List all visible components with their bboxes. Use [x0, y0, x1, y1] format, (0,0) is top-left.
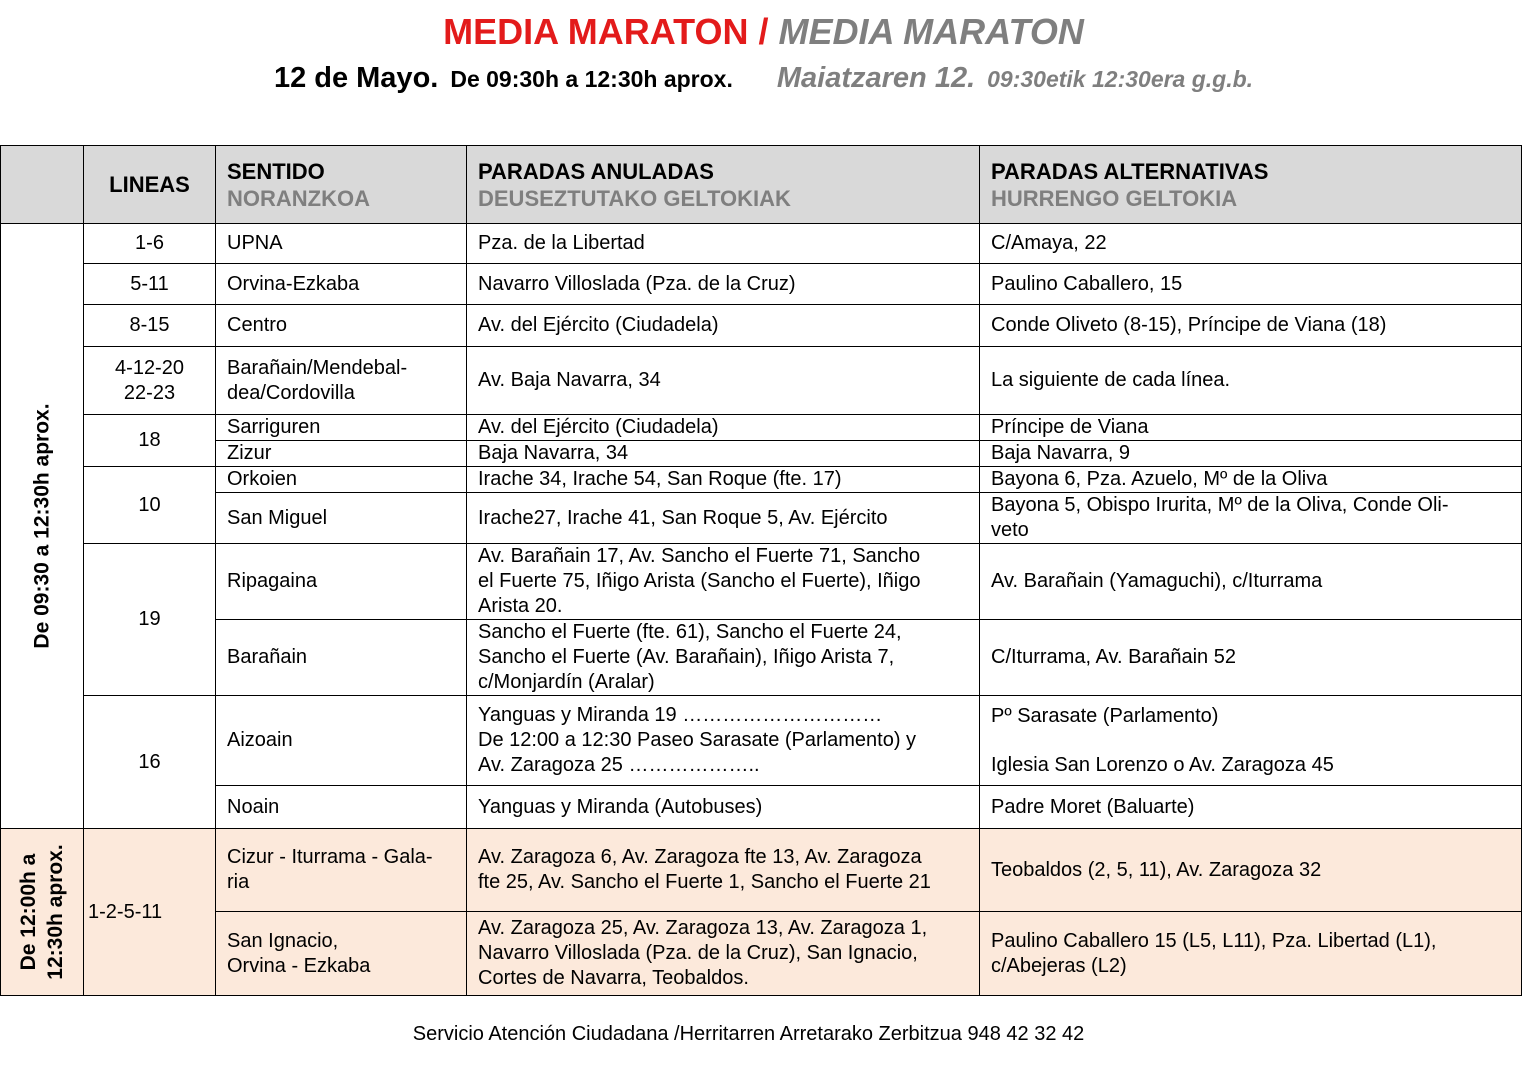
table-row [1, 696, 1522, 786]
table-row [1, 441, 1522, 467]
page-subtitle [0, 60, 1527, 101]
period2-label [15, 844, 69, 979]
table-row [1, 347, 1522, 415]
anuladas-cell: Av. Baja Navarra, 34 [467, 347, 980, 415]
date-eu: Maiatzaren 12. [776, 62, 976, 94]
anuladas-part: fte 25, Av. Sancho el Fuerte 1, Sancho el Fuerte 21 [478, 871, 931, 893]
anuladas-part: Cortes de Navarra, Teobaldos. [478, 967, 749, 989]
table-row [1, 415, 1522, 441]
date-es: 12 de Mayo. [273, 62, 439, 94]
alternativas-part: Pº Sarasate (Parlamento) [991, 704, 1219, 727]
anuladas-cell: Baja Navarra, 34 [467, 441, 980, 467]
header-empty-cell [1, 146, 84, 224]
anuladas-part: c/Monjardín (Aralar) [478, 671, 655, 693]
sentido-cell: Aizoain [216, 696, 467, 786]
anuladas-part: Sancho el Fuerte (Av. Barañain), Iñigo Arista 7, [478, 646, 895, 668]
alternativas-cell: Bayona 6, Pza. Azuelo, Mº de la Oliva [980, 467, 1522, 493]
sentido-cell [216, 829, 467, 912]
line-cell [84, 347, 216, 415]
sentido-part: San Ignacio, [227, 929, 339, 952]
anuladas-part: Yanguas y Miranda 19 ………………………… [478, 704, 883, 726]
header-anuladas-eu: DEUSEZTUTAKO GELTOKIAK [478, 185, 791, 211]
period2-label-line: 12:30h aprox. [44, 844, 67, 980]
alternativas-cell [980, 493, 1522, 544]
anuladas-cell: Irache 34, Irache 54, San Roque (fte. 17) [467, 467, 980, 493]
anuladas-cell: Pza. de la Libertad [467, 224, 980, 264]
table-row [1, 224, 1522, 264]
alternativas-part: Bayona 5, Obispo Irurita, Mº de la Oliva, Conde Oli- [991, 494, 1449, 516]
anuladas-cell [467, 696, 980, 786]
line-cell: 18 [84, 415, 216, 467]
table-row [1, 912, 1522, 996]
sentido-part: dea/Cordovilla [227, 381, 355, 404]
header-alternativas [980, 146, 1522, 224]
sentido-cell: Orkoien [216, 467, 467, 493]
sentido-cell: Centro [216, 305, 467, 347]
anuladas-part: De 12:00 a 12:30 Paseo Sarasate (Parlamento) y [478, 729, 917, 751]
sentido-cell [216, 912, 467, 996]
anuladas-cell: Av. del Ejército (Ciudadela) [467, 305, 980, 347]
stops-table [0, 145, 1522, 996]
line-part: 22-23 [123, 381, 176, 404]
anuladas-part: Sancho el Fuerte (fte. 61), Sancho el Fuerte 24, [478, 621, 902, 643]
line-cell: 1-2-5-11 [84, 829, 216, 996]
table-row [1, 467, 1522, 493]
anuladas-part: Av. Zaragoza 6, Av. Zaragoza fte 13, Av. Zaragoza [478, 846, 922, 868]
anuladas-part: Av. Barañain 17, Av. Sancho el Fuerte 71, Sancho [478, 545, 921, 567]
alternativas-cell: Av. Barañain (Yamaguchi), c/Iturrama [980, 544, 1522, 620]
header-anuladas-es: PARADAS ANULADAS [478, 158, 714, 184]
alternativas-cell: La siguiente de cada línea. [980, 347, 1522, 415]
anuladas-cell: Navarro Villoslada (Pza. de la Cruz) [467, 264, 980, 305]
alternativas-cell: Baja Navarra, 9 [980, 441, 1522, 467]
alternativas-cell: Teobaldos (2, 5, 11), Av. Zaragoza 32 [980, 829, 1522, 912]
anuladas-cell [467, 912, 980, 996]
table-header-row [1, 146, 1522, 224]
sentido-part: Cizur - Iturrama - Gala- [227, 846, 433, 868]
header-alternativas-es: PARADAS ALTERNATIVAS [991, 158, 1269, 184]
period1-label: De 09:30 a 12:30h aprox. [30, 403, 54, 649]
anuladas-part: Av. Zaragoza 25 ……………….. [478, 754, 760, 776]
title-eu: MEDIA MARATON [778, 11, 1084, 52]
alternativas-part: veto [991, 519, 1029, 541]
alternativas-cell: Padre Moret (Baluarte) [980, 786, 1522, 829]
header-lineas: LINEAS [84, 146, 216, 224]
line-cell: 1-6 [84, 224, 216, 264]
header-alternativas-eu: HURRENGO GELTOKIA [991, 185, 1238, 211]
sentido-cell: Barañain [216, 620, 467, 696]
table-row [1, 620, 1522, 696]
alternativas-part: Iglesia San Lorenzo o Av. Zaragoza 45 [991, 753, 1334, 776]
alternativas-cell [980, 696, 1522, 786]
sentido-cell: Orvina-Ezkaba [216, 264, 467, 305]
header-sentido [216, 146, 467, 224]
sentido-part: Orvina - Ezkaba [227, 954, 371, 977]
period1-cell [1, 224, 84, 829]
sentido-part: ria [227, 871, 250, 893]
alternativas-part: c/Abejeras (L2) [991, 954, 1127, 977]
sentido-cell: Ripagaina [216, 544, 467, 620]
anuladas-cell: Irache27, Irache 41, San Roque 5, Av. Ejército [467, 493, 980, 544]
table-row [1, 544, 1522, 620]
table-row [1, 829, 1522, 912]
period2-cell [1, 829, 84, 996]
table-row [1, 786, 1522, 829]
table-row [1, 264, 1522, 305]
alternativas-cell: Conde Oliveto (8-15), Príncipe de Viana (18) [980, 305, 1522, 347]
anuladas-part: Navarro Villoslada (Pza. de la Cruz), San Ignacio, [478, 942, 918, 964]
line-cell: 19 [84, 544, 216, 696]
header-anuladas [467, 146, 980, 224]
title-es: MEDIA MARATON [443, 11, 749, 52]
alternativas-cell: Paulino Caballero, 15 [980, 264, 1522, 305]
line-cell: 16 [84, 696, 216, 829]
anuladas-cell [467, 620, 980, 696]
period2-label-line: De 12:00h a [17, 853, 40, 971]
anuladas-cell [467, 829, 980, 912]
title-separator: / [758, 11, 769, 52]
line-cell: 5-11 [84, 264, 216, 305]
alternativas-cell: C/Iturrama, Av. Barañain 52 [980, 620, 1522, 696]
line-part: 4-12-20 [115, 356, 184, 379]
table-row [1, 493, 1522, 544]
time-eu: 09:30etik 12:30era g.g.b. [987, 66, 1254, 92]
header-sentido-es: SENTIDO [227, 158, 325, 184]
spacer [991, 729, 1510, 753]
line-cell: 10 [84, 467, 216, 544]
page-title [0, 12, 1527, 52]
sentido-cell: Sarriguren [216, 415, 467, 441]
anuladas-part: Av. Zaragoza 25, Av. Zaragoza 13, Av. Zaragoza 1, [478, 917, 928, 939]
sentido-cell [216, 347, 467, 415]
alternativas-part: Paulino Caballero 15 (L5, L11), Pza. Libertad (L1), [991, 929, 1437, 952]
anuladas-part: Arista 20. [478, 595, 563, 617]
anuladas-cell: Yanguas y Miranda (Autobuses) [467, 786, 980, 829]
sentido-cell: UPNA [216, 224, 467, 264]
alternativas-cell: C/Amaya, 22 [980, 224, 1522, 264]
footer-contact: Servicio Atención Ciudadana /Herritarren Arretarako Zerbitzua 948 42 32 42 [412, 1023, 1085, 1045]
table-row [1, 305, 1522, 347]
anuladas-cell: Av. del Ejército (Ciudadela) [467, 415, 980, 441]
alternativas-cell: Príncipe de Viana [980, 415, 1522, 441]
line-cell: 8-15 [84, 305, 216, 347]
sentido-part: Barañain/Mendebal- [227, 356, 408, 379]
sentido-cell: Noain [216, 786, 467, 829]
time-es: De 09:30h a 12:30h aprox. [450, 66, 733, 92]
alternativas-cell [980, 912, 1522, 996]
anuladas-part: el Fuerte 75, Iñigo Arista (Sancho el Fuerte), Iñigo [478, 570, 921, 592]
header-sentido-eu: NORANZKOA [227, 185, 370, 211]
sentido-cell: Zizur [216, 441, 467, 467]
anuladas-cell [467, 544, 980, 620]
sentido-cell: San Miguel [216, 493, 467, 544]
